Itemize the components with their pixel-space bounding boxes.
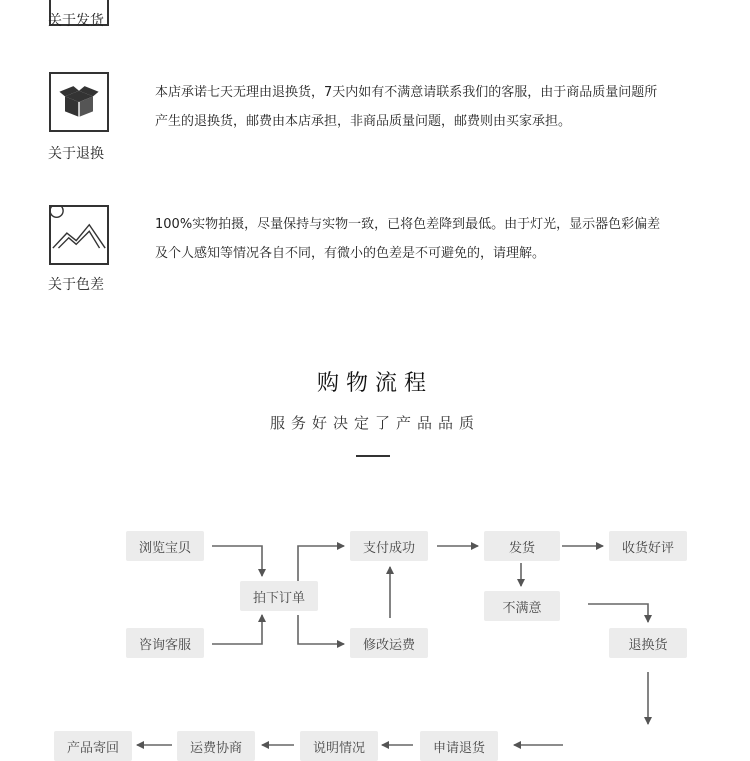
step-payment-success: 支付成功 xyxy=(350,531,428,561)
step-consult: 咨询客服 xyxy=(126,628,204,658)
step-modify-shipping: 修改运费 xyxy=(350,628,428,658)
step-browse: 浏览宝贝 xyxy=(126,531,204,561)
step-apply-return: 申请退货 xyxy=(420,731,498,761)
step-receive-review: 收货好评 xyxy=(609,531,687,561)
color-policy-line-1: 100%实物拍摄，尽量保持与实物一致，已将色差降到最低。由于灯光，显示器色彩偏差 xyxy=(155,217,661,232)
process-title: 购物流程 xyxy=(316,371,433,396)
policy-label-returns: 关于退换 xyxy=(48,146,104,162)
step-return-exchange: 退换货 xyxy=(609,628,687,658)
policy-label-shipping: 关于发货 xyxy=(48,13,104,29)
returns-policy-line-1: 本店承诺七天无理由退换货，7天内如有不满意请联系我们的客服，由于商品质量问题所 xyxy=(155,85,658,100)
step-shipping-negotiation: 运费协商 xyxy=(177,731,255,761)
step-place-order: 拍下订单 xyxy=(240,581,318,611)
policy-label-color: 关于色差 xyxy=(48,277,104,293)
step-ship: 发货 xyxy=(484,531,560,561)
step-dissatisfied: 不满意 xyxy=(484,591,560,621)
process-subtitle: 服务好决定了产品品质 xyxy=(269,414,480,432)
step-send-back: 产品寄回 xyxy=(54,731,132,761)
step-explain-situation: 说明情况 xyxy=(300,731,378,761)
color-policy-line-2: 及个人感知等情况各自不同，有微小的色差是不可避免的，请理解。 xyxy=(155,246,546,261)
returns-policy-line-2: 产生的退换货，邮费由本店承担，非商品质量问题，邮费则由买家承担。 xyxy=(155,114,572,129)
